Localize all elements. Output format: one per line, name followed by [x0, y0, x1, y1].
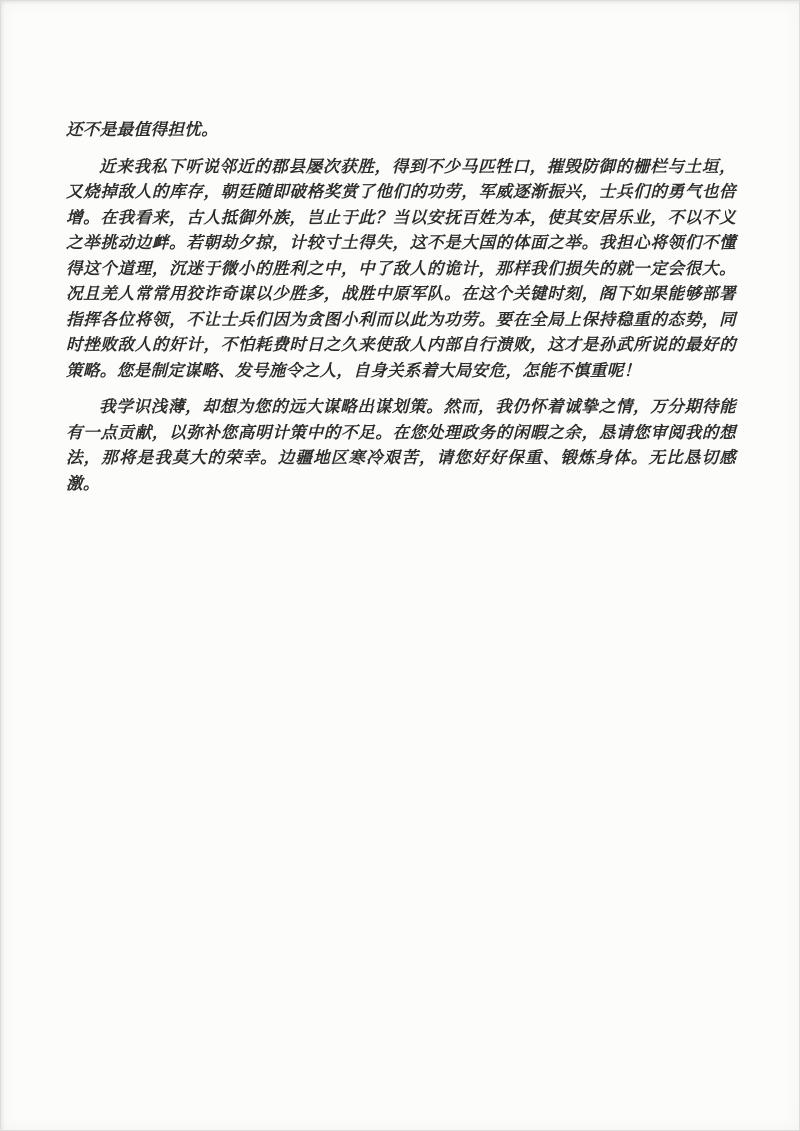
paragraph-closing: 我学识浅薄，却想为您的远大谋略出谋划策。然而，我仍怀着诚挚之情，万分期待能有一点贡献，以弥补您高明计策中的不足。在您处理政务的闲暇之余，恳请您审阅我的想法，那将是我莫大的荣幸。边疆地区寒冷艰苦，请您好好保重、锻炼身体。无比恳切感激。	[66, 397, 736, 493]
scan-edge	[1, 1, 799, 5]
scan-edge	[1, 1, 5, 1130]
paragraph-body: 近来我私下听说邻近的郡县屡次获胜，得到不少马匹牲口，摧毁防御的栅栏与土垣，又烧掉敌人的库存，朝廷随即破格奖赏了他们的功劳，军威逐渐振兴，士兵们的勇气也倍增。在我看来，古人抵御外族，岂止于此？当以安抚百姓为本，使其安居乐业，不以不义之举挑动边衅。若朝劫夕掠，计较寸土得失，这不是大国的体面之举。我担心将领们不懂得这个道理，沉迷于微小的胜利之中，中了敌人的诡计，那样我们损失的就一定会很大。况且羌人常常用狡诈奇谋以少胜多，战胜中原军队。在这个关键时刻，阁下如果能够部署指挥各位将领，不让士兵们因为贪图小利而以此为功劳。要在全局上保持稳重的态势，同时挫败敌人的奸计，不怕耗费时日之久来使敌人内部自行溃败，这才是孙武所说的最好的策略。您是制定谋略、发号施令之人，自身关系着大局安危，怎能不慎重呢！	[66, 156, 736, 380]
paragraph-continuation: 还不是最值得担忧。	[66, 120, 219, 139]
